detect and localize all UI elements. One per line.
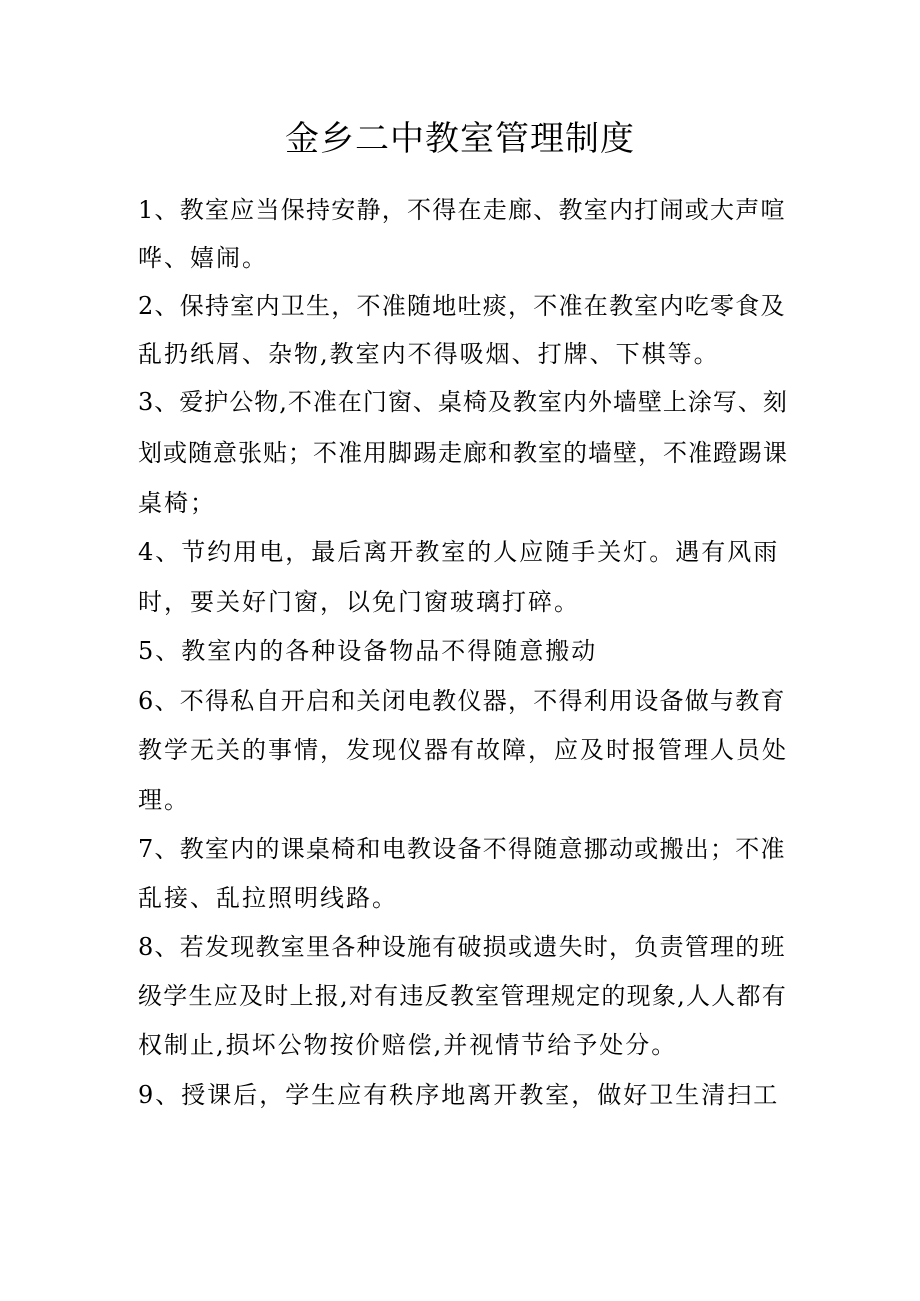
rule-line: 乱接、乱拉照明线路。 — [138, 884, 398, 912]
rule-line: 划或随意张贴；不准用脚踢走廊和教室的墙壁，不准蹬踢课 — [138, 439, 788, 467]
rule-line: 7、教室内的课桌椅和电教设备不得随意挪动或搬出；不准 — [138, 835, 786, 863]
rule-line: 6、不得私自开启和关闭电教仪器，不得利用设备做与教育 — [138, 687, 786, 715]
rule-line: 1、教室应当保持安静，不得在走廊、教室内打闹或大声喧 — [138, 196, 786, 224]
rule-line: 桌椅； — [138, 489, 216, 517]
rule-line: 2、保持室内卫生，不准随地吐痰，不准在教室内吃零食及 — [138, 292, 786, 320]
rule-line: 8、若发现教室里各种设施有破损或遗失时，负责管理的班 — [138, 933, 786, 961]
rule-line: 时，要关好门窗，以免门窗玻璃打碎。 — [138, 588, 580, 616]
rule-line: 乱扔纸屑、杂物,教室内不得吸烟、打牌、下棋等。 — [138, 340, 720, 368]
rule-line: 权制止,损坏公物按价赔偿,并视情节给予处分。 — [138, 1031, 678, 1059]
rule-line: 9、授课后，学生应有秩序地离开教室，做好卫生清扫工 — [138, 1081, 780, 1109]
rule-line: 级学生应及时上报,对有违反教室管理规定的现象,人人都有 — [138, 982, 788, 1010]
rule-line: 3、爱护公物,不准在门窗、桌椅及教室内外墙壁上涂写、刻 — [138, 388, 788, 416]
rule-line: 4、节约用电，最后离开教室的人应随手关灯。遇有风雨 — [138, 538, 780, 566]
rule-line: 理。 — [138, 786, 190, 814]
document-title: 金乡二中教室管理制度 — [285, 119, 635, 159]
rule-line: 哗、嬉闹。 — [138, 244, 268, 272]
rule-line: 教学无关的事情，发现仪器有故障，应及时报管理人员处 — [138, 736, 788, 764]
rule-line: 5、教室内的各种设备物品不得随意搬动 — [138, 637, 598, 665]
